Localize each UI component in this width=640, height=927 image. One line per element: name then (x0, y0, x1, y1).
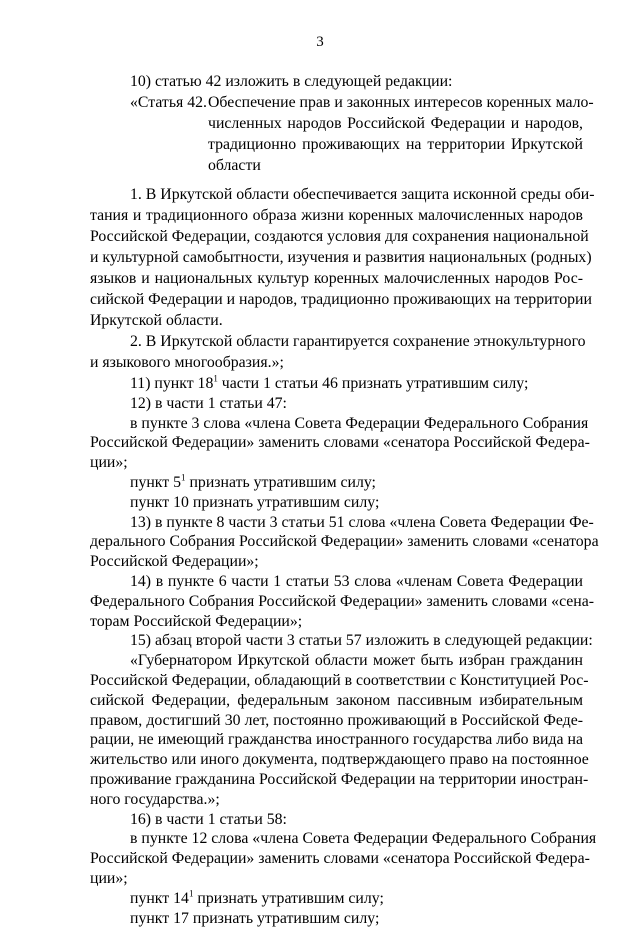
part1-line-3: Российской Федерации, создаются условия для сохранения национальной (90, 228, 589, 245)
article-title-lead: «Статья 42. (130, 94, 207, 111)
item-10-intro: 10) статью 42 изложить в следующей редакции: (130, 73, 453, 90)
article-title-line-3: традиционно проживающих на территории Иркутской (208, 136, 583, 153)
item-14-line-2: Федерального Собрания Российской Федерации» заменить словами «сена- (90, 592, 595, 610)
item-15-line-3: сийской Федерации, федеральным законом пассивным избирательным (90, 691, 583, 709)
article-title-line-4: области (208, 157, 261, 174)
item-11-superscript: 1 (213, 373, 218, 384)
item-14-line-1: 14) в пункте 6 части 1 статьи 53 слова «членам Совета Федерации (130, 573, 583, 590)
part2-line-2: и языкового многообразия.»; (90, 354, 284, 371)
item-11 (130, 373, 529, 392)
item-15-line-8: ного государства.»; (90, 790, 220, 808)
item-14-line-3: торам Российской Федерации»; (90, 612, 303, 630)
item-15-line-6: жительство или иного документа, подтверждающего право на постоянное (90, 751, 589, 769)
item-13-line-1: 13) в пункте 8 части 3 статьи 51 слова «члена Совета Федерации Фе- (130, 513, 594, 531)
item-16-line-3: ции»; (90, 870, 128, 887)
item-12-line-2: Российской Федерации» заменить словами «сенатора Российской Федера- (90, 434, 590, 452)
part1-line-7: Иркутской области. (90, 312, 223, 329)
item-13-line-3: Российской Федерации»; (90, 553, 259, 571)
page-number: 3 (316, 34, 324, 50)
item-12-line-3: ции»; (90, 454, 128, 472)
item-16-p14-text-b: признать утратившим силу; (193, 889, 384, 907)
item-15-intro: 15) абзац второй части 3 статьи 57 изложить в следующей редакции: (130, 632, 593, 650)
item-16-p17: пункт 17 признать утратившим силу; (130, 909, 380, 927)
item-12-p5-text-a: пункт 5 (130, 474, 182, 491)
article-title-line-1: Обеспечение прав и законных интересов коренных мало- (208, 94, 594, 111)
item-13-line-2: дерального Собрания Российской Федерации» заменить словами «сенатора (90, 533, 599, 551)
item-12-p5 (130, 472, 376, 491)
item-15-line-2: Российской Федерации, обладающий в соответствии с Конституцией Рос- (90, 672, 589, 689)
item-16-p14-superscript: 1 (188, 888, 194, 899)
part1-line-4: и культурной самобытности, изучения и развития национальных (родных) (90, 249, 592, 266)
item-16-p14-text-a: пункт 14 (130, 889, 189, 907)
part1-line-6: сийской Федерации и народов, традиционно проживающих на территории (90, 291, 592, 308)
item-12-p5-superscript: 1 (181, 472, 186, 483)
item-16-line-1: в пункте 12 слова «члена Совета Федерации Федерального Собрания (130, 830, 597, 848)
item-11-text-b: части 1 статьи 46 признать утратившим силу; (217, 375, 529, 392)
item-12-intro: 12) в части 1 статьи 47: (130, 394, 287, 412)
item-12-p5-text-b: признать утратившим силу; (185, 474, 376, 491)
item-11-text-a: 11) пункт 18 (130, 375, 214, 392)
item-12-line-1: в пункте 3 слова «члена Совета Федерации Федерального Собрания (130, 414, 589, 432)
item-16-p14 (130, 888, 384, 907)
item-15-line-7: проживание гражданина Российской Федерации на территории иностран- (90, 771, 589, 788)
part1-line-2: тания и традиционного образа жизни коренных малочисленных народов (90, 207, 583, 224)
item-16-intro: 16) в части 1 статьи 58: (130, 810, 287, 828)
part1-line-1: 1. В Иркутской области обеспечивается защита исконной среды оби- (130, 186, 595, 203)
item-15-line-5: рации, не имеющий гражданства иностранного государства либо вида на (90, 731, 583, 749)
item-16-line-2: Российской Федерации» заменить словами «сенатора Российской Федера- (90, 850, 590, 868)
item-12-p10: пункт 10 признать утратившим силу; (130, 493, 380, 511)
item-15-line-4: правом, достигший 30 лет, постоянно проживающий в Российской Феде- (90, 711, 583, 729)
part1-line-5: языков и национальных культур коренных малочисленных народов Рос- (90, 270, 583, 287)
part2-line-1: 2. В Иркутской области гарантируется сохранение этнокультурного (130, 333, 586, 350)
article-title-line-2: численных народов Российской Федерации и народов, (208, 115, 583, 132)
item-15-line-1: «Губернатором Иркутской области может быть избран гражданин (130, 652, 583, 670)
